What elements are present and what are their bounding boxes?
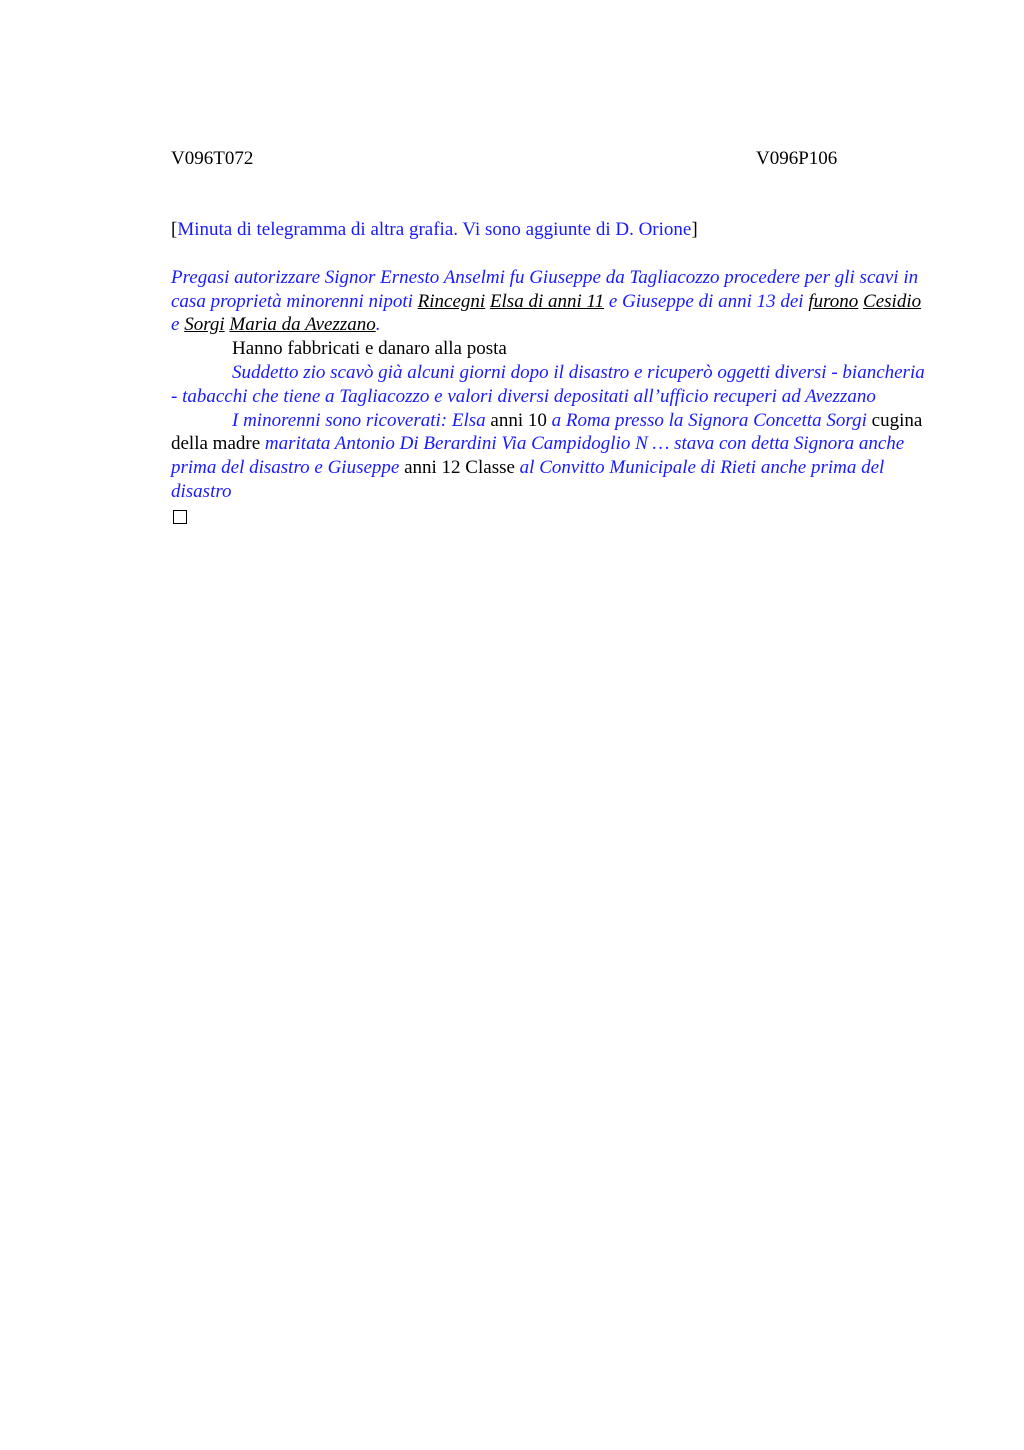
p4-text-6: anni 12 Classe	[399, 457, 520, 479]
telegram-paragraph-4	[171, 409, 931, 504]
telegram-paragraph-2: Hanno fabbricati e danaro alla posta	[232, 338, 507, 360]
telegram-paragraph-1	[171, 266, 931, 337]
p1-text-1: Pregasi autorizzare Signor Ernesto Anselmi fu Giuseppe da Tagliacozzo procedere per gli scavi in casa proprietà minorenni nipoti	[171, 266, 919, 312]
p4-text-7: al Convitto Municipale di Rieti anche prima del disastro	[171, 457, 885, 502]
p1-text-7: .	[375, 314, 381, 336]
checkbox-square-icon	[173, 510, 187, 524]
p1-underline-surname: Rincegni	[417, 290, 486, 312]
note-close-bracket: ]	[691, 219, 698, 240]
telegram-paragraph-3: Suddetto zio scavò già alcuni giorni dopo il disastro e ricuperò oggetti diversi - biancheria - tabacchi che tiene a Tagliacozzo e valori diversi depositati all’ufficio recuperi ad Avezzano	[171, 361, 925, 407]
document-code-right: V096P106	[756, 148, 838, 169]
p4-text-3: a Roma presso la Signora Concetta Sorgi	[551, 409, 867, 431]
p4-text-5: maritata Antonio Di Berardini Via Campidoglio N … stava con detta Signora anche prima del disastro e Giuseppe	[171, 433, 905, 479]
note-text: Minuta di telegramma di altra grafia. Vi sono aggiunte di D. Orione	[177, 219, 692, 240]
document-body	[171, 218, 931, 531]
p1-underline-cesidio: Cesidio	[863, 290, 922, 312]
note-open-bracket: [	[171, 219, 178, 240]
p1-underline-maria: Maria da Avezzano	[229, 314, 376, 336]
p1-text-3: e Giuseppe di anni 13 dei	[604, 290, 809, 312]
paragraph-gap	[171, 242, 931, 266]
p1-text-5: e	[171, 314, 185, 336]
p4-text-1: I minorenni sono ricoverati: Elsa	[232, 409, 486, 431]
p1-underline-sorgi: Sorgi	[184, 314, 225, 336]
editorial-note	[171, 218, 931, 242]
end-marker-row	[171, 504, 931, 531]
p1-underline-elsa: Elsa di anni 11	[489, 290, 605, 312]
p4-text-4: cugina della madre	[171, 409, 923, 455]
p4-text-2: anni 10	[485, 409, 552, 431]
p1-underline-furono: furono	[808, 290, 859, 312]
document-code-left: V096T072	[171, 148, 254, 169]
